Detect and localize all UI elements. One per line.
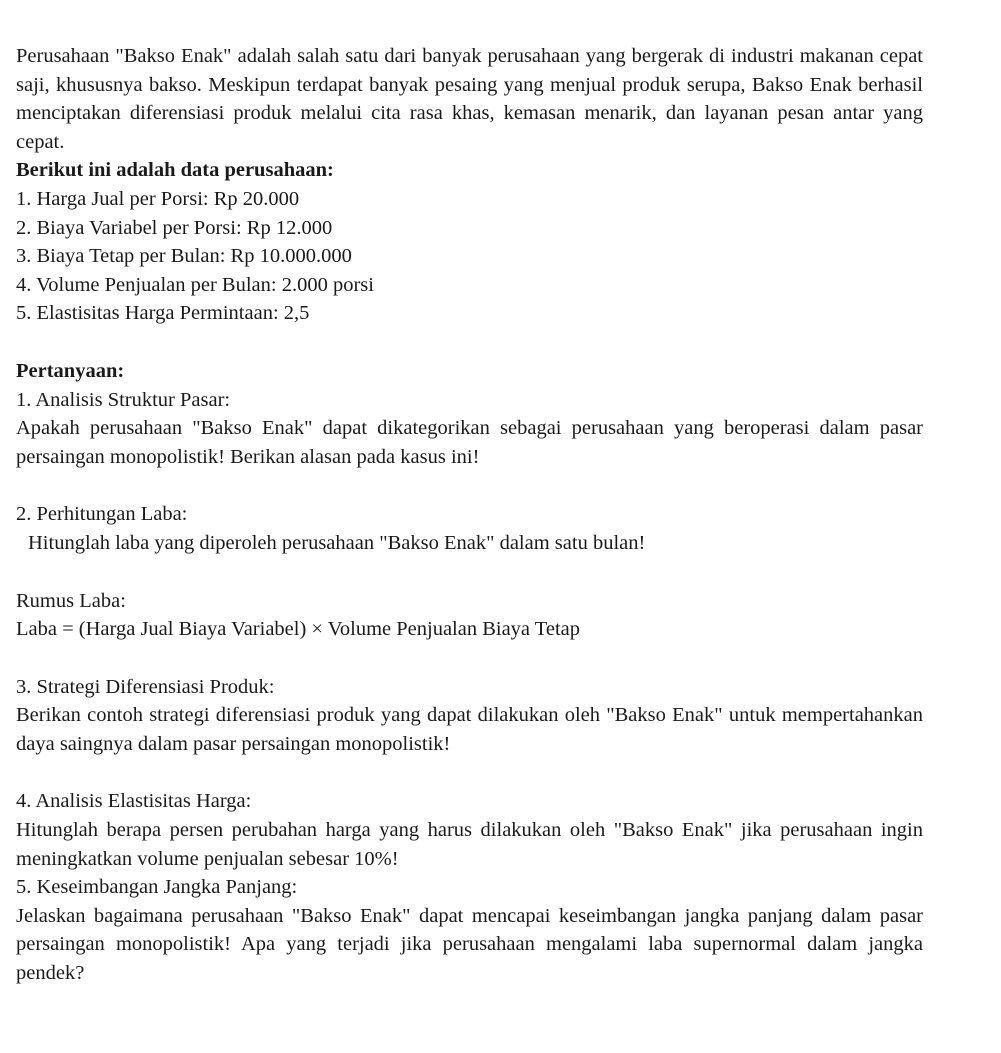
q5-title: 5. Keseimbangan Jangka Panjang: [16, 876, 298, 899]
profit-formula: Laba = (Harga Jual Biaya Variabel) × Volume Penjualan Biaya Tetap [16, 618, 581, 641]
q4-title: 4. Analisis Elastisitas Harga: [16, 790, 252, 813]
spacer [16, 558, 923, 587]
data-item-fixed-cost: 3. Biaya Tetap per Bulan: Rp 10.000.000 [16, 245, 352, 268]
intro-paragraph: Perusahaan "Bakso Enak" adalah salah satu dari banyak perusahaan yang bergerak di industri makanan cepat saji, khususnya bakso. Meskipun terdapat banyak pesaing yang menjual produk serupa, Bakso Enak berhasil menciptakan diferensiasi produk melalui cita rasa khas, kemasan menarik, dan layanan pesan antar yang cepat. [16, 45, 923, 153]
data-heading: Berikut ini adalah data perusahaan: [16, 159, 334, 182]
q2-body: Hitunglah laba yang diperoleh perusahaan "Bakso Enak" dalam satu bulan! [28, 531, 646, 554]
spacer [16, 471, 923, 500]
q3-title: 3. Strategi Diferensiasi Produk: [16, 675, 275, 698]
data-item-sales-volume: 4. Volume Penjualan per Bulan: 2.000 porsi [16, 273, 374, 296]
q5-body: Jelaskan bagaimana perusahaan "Bakso Enak" dapat mencapai keseimbangan jangka panjang dalam pasar persaingan monopolistik! Apa yang terjadi jika perusahaan mengalami laba supernormal dalam jangka pendek? [16, 904, 923, 985]
q1-body: Apakah perusahaan "Bakso Enak" dapat dikategorikan sebagai perusahaan yang beroperasi dalam pasar persaingan monopolistik! Berikan alasan pada kasus ini! [16, 417, 923, 468]
q3-body: Berikan contoh strategi diferensiasi produk yang dapat dilakukan oleh "Bakso Enak" untuk mempertahankan daya saingnya dalam pasar persaingan monopolistik! [16, 704, 923, 755]
formula-title: Rumus Laba: [16, 589, 126, 612]
document [16, 42, 923, 988]
q2-title: 2. Perhitungan Laba: [16, 503, 188, 526]
company-data-list [16, 185, 923, 328]
q1-title: 1. Analisis Struktur Pasar: [16, 388, 231, 411]
data-item-elasticity: 5. Elastisitas Harga Permintaan: 2,5 [16, 302, 310, 325]
spacer [16, 758, 923, 787]
q4-body: Hitunglah berapa persen perubahan harga yang harus dilakukan oleh "Bakso Enak" jika perusahaan ingin meningkatkan volume penjualan sebesar 10%! [16, 819, 923, 870]
spacer [16, 644, 923, 673]
data-item-variable-cost: 2. Biaya Variabel per Porsi: Rp 12.000 [16, 216, 333, 239]
data-item-price: 1. Harga Jual per Porsi: Rp 20.000 [16, 187, 300, 210]
spacer [16, 328, 923, 357]
questions-heading: Pertanyaan: [16, 359, 125, 382]
